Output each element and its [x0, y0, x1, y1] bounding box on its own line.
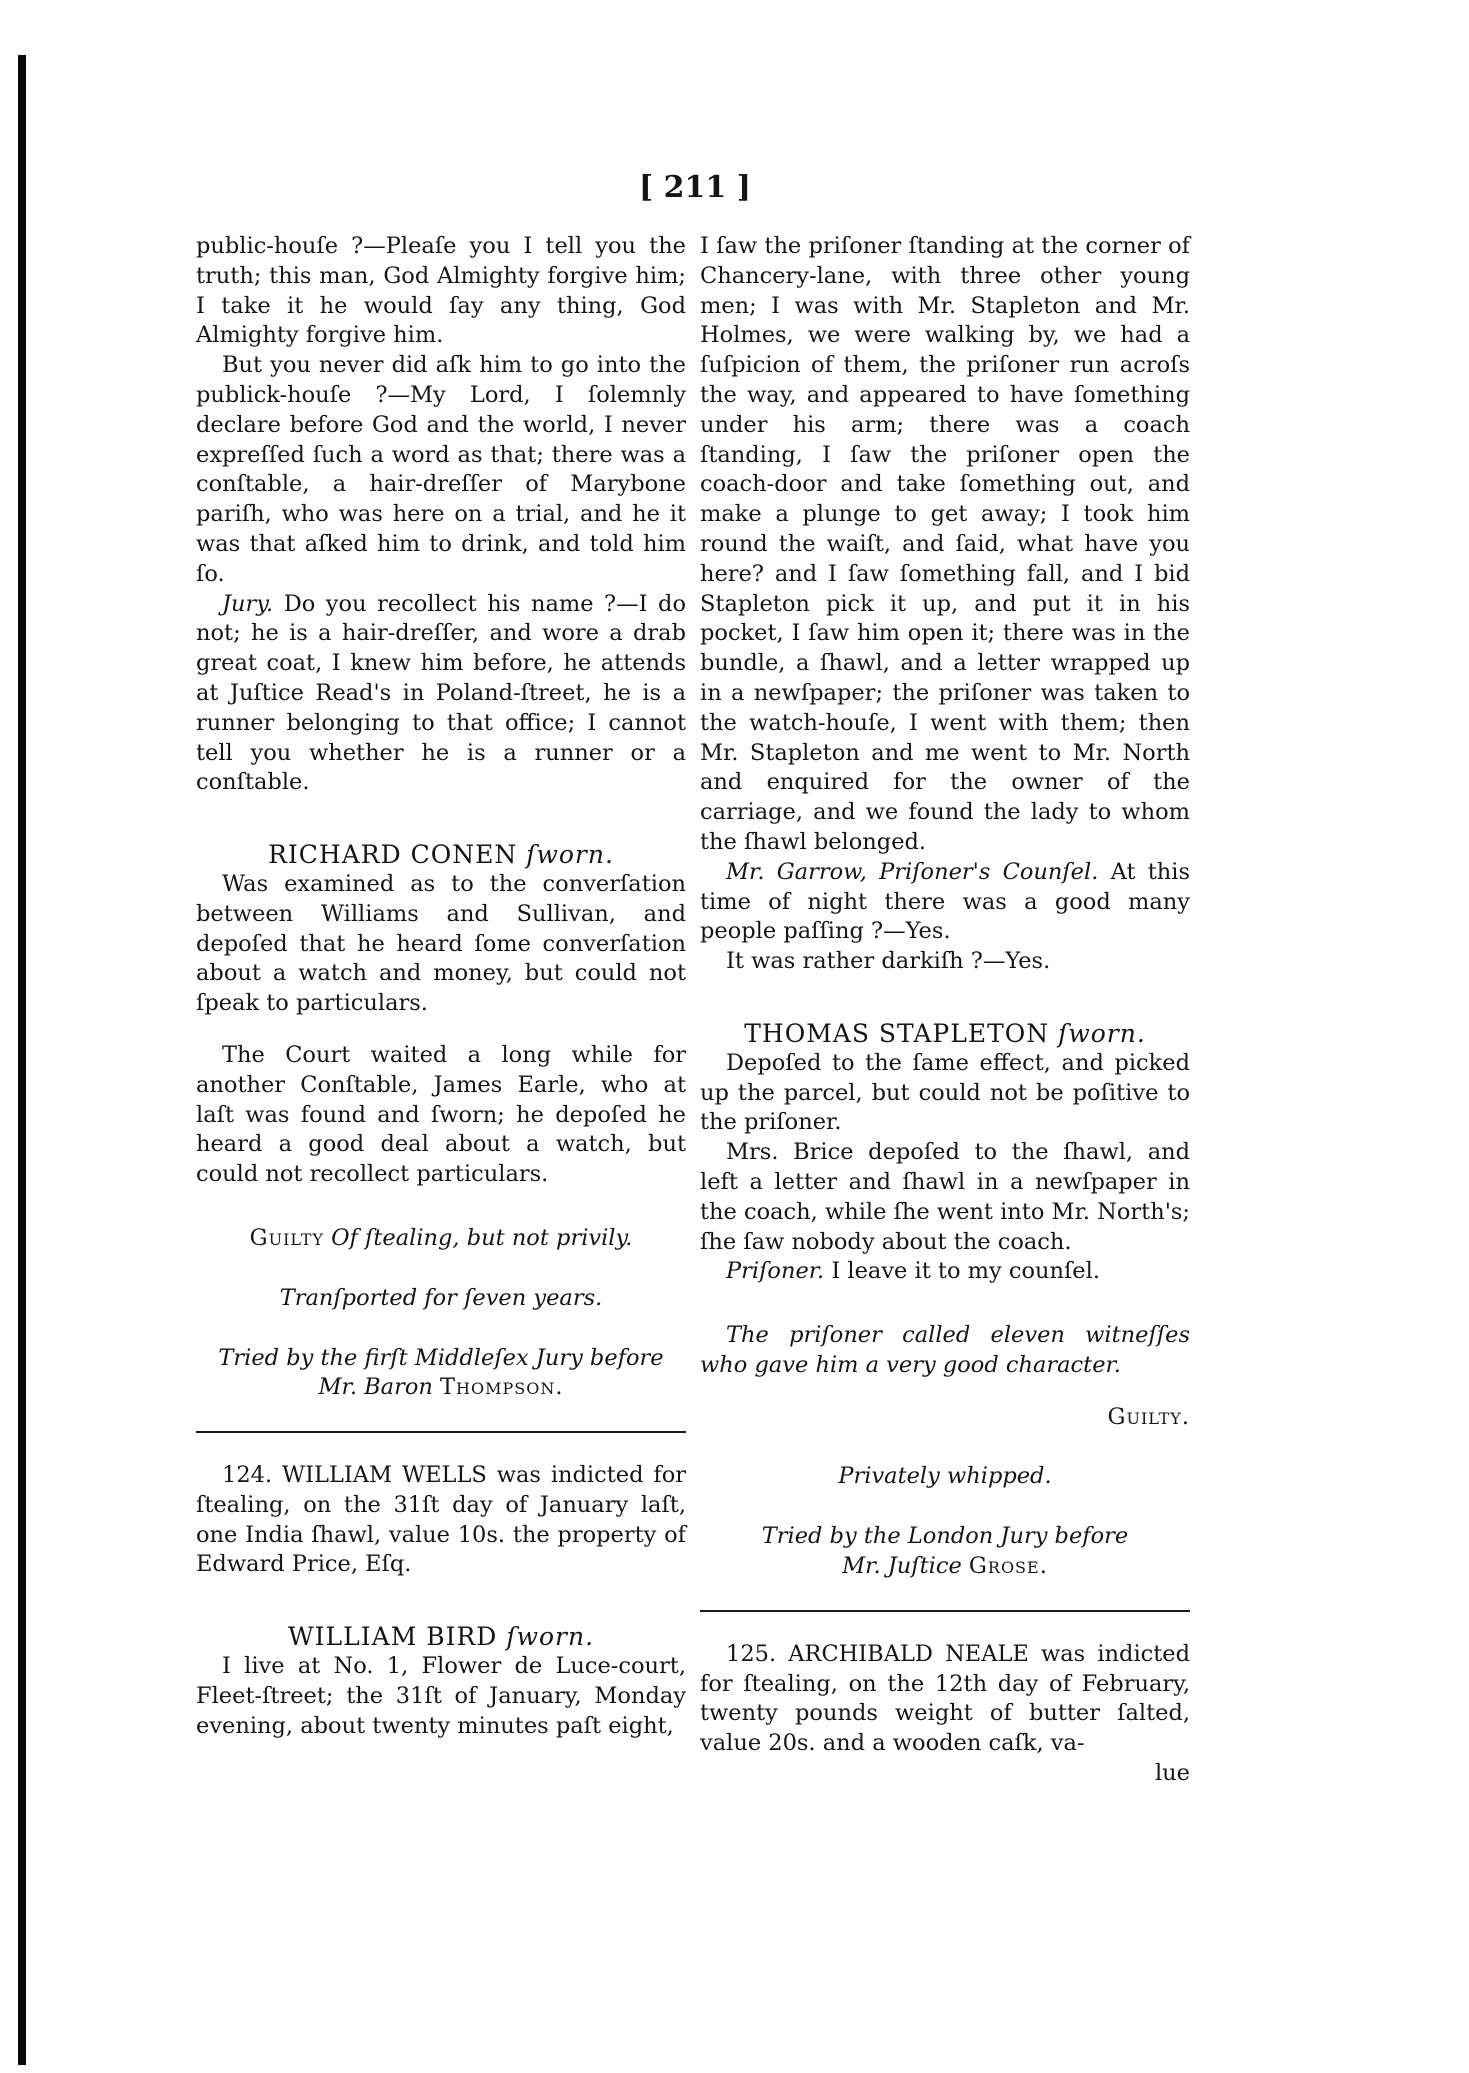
paragraph: public-houſe ?—Pleaſe you I tell you the truth; this man, God Almighty forgive him; I take it he would ſay any thing, God Almighty forgive him.: [196, 233, 686, 349]
tried-by-line: Tried by the London Jury before: [761, 1523, 1129, 1550]
verdict-detail: Of ſtealing, but not privily.: [331, 1224, 633, 1251]
scan-edge-bar: [18, 55, 26, 2065]
sentence: Tranſported for ſeven years.: [279, 1284, 603, 1311]
witness-name: THOMAS STAPLETON: [744, 1018, 1050, 1048]
case-entry: 124. WILLIAM WELLS was indicted for ſtealing, on the 31ſt day of January laſt, one India ſhawl, value 10s. the property of Edward Price, Eſq.: [196, 1462, 686, 1578]
judge-name: Grose.: [968, 1553, 1048, 1580]
paragraph: Mrs. Brice depoſed to the ſhawl, and left a letter and ſhawl in a newſpaper in the coach, while ſhe went into Mr. North's; ſhe ſaw nobody about the coach.: [700, 1139, 1191, 1255]
sentence: Privately whipped.: [838, 1463, 1052, 1490]
paragraph-text: I leave it to my counſel.: [824, 1258, 1100, 1285]
paragraph: I live at No. 1, Flower de Luce-court, Fleet-ſtreet; the 31ſt of January, Monday evening, about twenty minutes paſt eight,: [196, 1653, 686, 1739]
tried-by-line: Tried by the firſt Middleſex Jury before: [218, 1344, 664, 1371]
witness-name: RICHARD CONEN: [268, 840, 518, 870]
right-column: [700, 232, 1190, 1789]
page-number: [ 211 ]: [639, 170, 751, 205]
paragraph: [700, 858, 1190, 947]
paragraph: The Court waited a long while for another Conſtable, James Earle, who at laſt was found and ſworn; he depoſed he heard a good deal about a watch, but could not recollect particulars.: [196, 1041, 686, 1188]
paragraph: [700, 1257, 1190, 1287]
left-column: [196, 232, 686, 1741]
witness-heading: [700, 1019, 1190, 1049]
section-divider: [196, 1431, 686, 1433]
speaker-label: Jury.: [222, 590, 274, 617]
tried-by-judge: [700, 1552, 1190, 1582]
paragraph: It was rather darkiſh ?—Yes.: [726, 948, 1051, 975]
paragraph-text: Do you recollect his name ?—I do not; he is a hair-dreſſer, and wore a drab great coat, I knew him before, he attends at Juſtice Read's in Poland-ſtreet, he is a runner belonging to that office; I cannot tell you whether he is a runner or a conſtable.: [196, 590, 686, 796]
paragraph: But you never did aſk him to go into the publick-houſe ?—My Lord, I ſolemnly declare before God and the world, I never expreſſed ſuch a word as that; there was a conſtable, a hair-dreſſer of Marybone pariſh, who was here on a trial, and he it was that aſked him to drink, and told him ſo.: [196, 352, 686, 587]
paragraph: Depoſed to the ſame effect, and picked up the parcel, but could not be poſitive to the priſoner.: [700, 1049, 1190, 1136]
section-divider: [700, 1610, 1190, 1612]
paragraph-text: At this time of night there was a good many people paſſing ?—Yes.: [700, 858, 1190, 945]
verdict: [196, 1224, 686, 1254]
sworn-label: ſworn.: [506, 1622, 595, 1652]
witness-name: WILLIAM BIRD: [287, 1622, 498, 1652]
paragraph: The priſoner called eleven witneſſes who gave him a very good character.: [700, 1322, 1190, 1378]
paragraph: I ſaw the priſoner ſtanding at the corner of Chancery-lane, with three other young men; I was with Mr. Stapleton and Mr. Holmes, we were walking by, we had a ſuſpicion of them, the priſoner run acroſs the way, and appeared to have ſomething under his arm; there was a coach ſtanding, I ſaw the priſoner open the coach-door and take ſomething out, and make a plunge to get away; I took him round the waiſt, and ſaid, what have you here? and I ſaw ſomething fall, and I bid Stapleton pick it up, and put it in his pocket, I ſaw him open it; there was in the bundle, a ſhawl, and a letter wrapped up in a newſpaper; the priſoner was taken to the watch-houſe, I went with them; then Mr. Stapleton and me went to Mr. North and enquired for the owner of the carriage, and we found the lady to whom the ſhawl belonged.: [700, 233, 1190, 855]
judge-title: Mr. Baron: [318, 1374, 433, 1401]
verdict-word: Guilty: [249, 1224, 324, 1251]
paragraph: [196, 590, 686, 799]
sworn-label: ſworn.: [526, 840, 614, 870]
judge-name: Thompson.: [440, 1374, 564, 1401]
catchword: lue: [1154, 1760, 1190, 1787]
witness-heading: [196, 840, 686, 870]
witness-heading: [196, 1622, 686, 1652]
speaker-label: Mr. Garrow, Priſoner's Counſel.: [726, 858, 1099, 885]
case-entry: 125. ARCHIBALD NEALE was indicted for ſtealing, on the 12th day of February, twenty pounds weight of butter ſalted, value 20s. and a wooden caſk, va-: [700, 1640, 1190, 1757]
paragraph: Was examined as to the converſation between Williams and Sullivan, and depoſed that he heard ſome converſation about a watch and money, but could not ſpeak to particulars.: [196, 870, 686, 1017]
speaker-label: Priſoner.: [726, 1258, 825, 1285]
tried-by-judge: [196, 1373, 686, 1403]
sworn-label: ſworn.: [1058, 1018, 1146, 1048]
judge-title: Mr. Juſtice: [842, 1553, 962, 1580]
verdict: Guilty.: [1107, 1403, 1190, 1430]
